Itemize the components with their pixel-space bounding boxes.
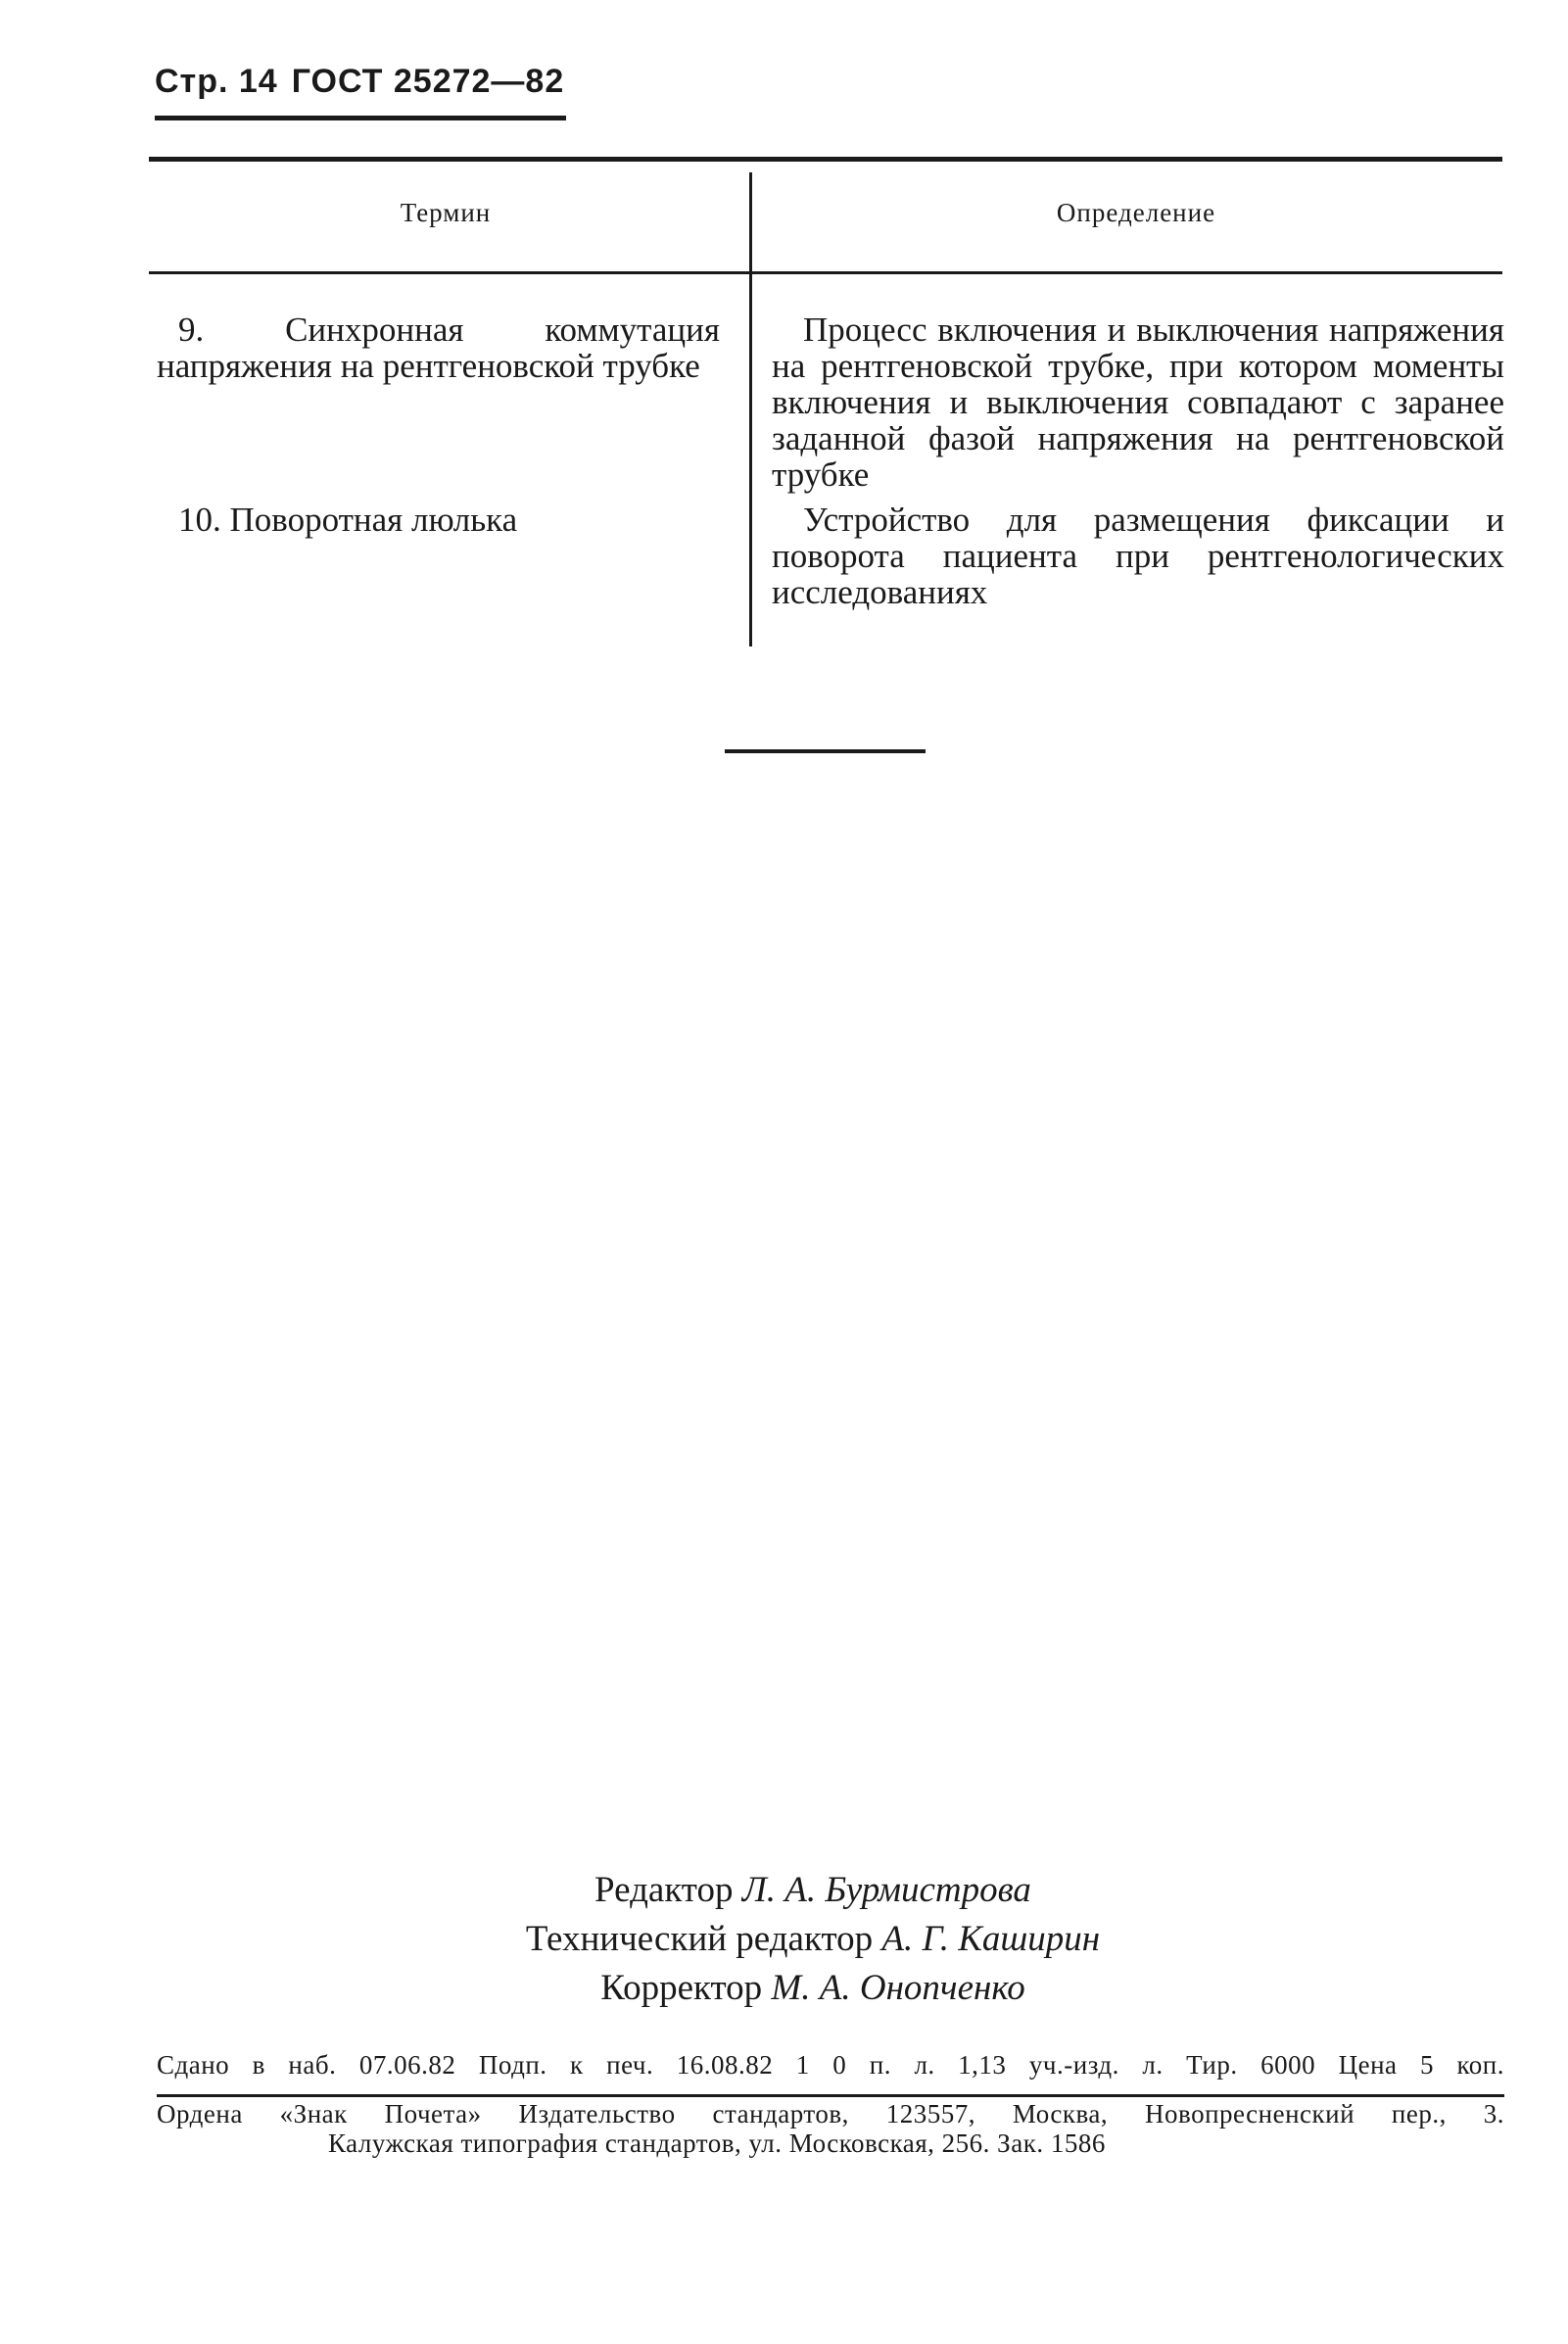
- page-number: Стр. 14: [155, 63, 278, 100]
- editor-line: [392, 1866, 1234, 1915]
- tech-editor-line: [392, 1915, 1234, 1964]
- page-header: [155, 63, 578, 101]
- tech-editor-label: Технический редактор: [525, 1919, 874, 1959]
- table-top-rule: [149, 157, 1502, 162]
- section-end-rule: [725, 749, 926, 753]
- header-underline: [155, 116, 566, 120]
- corrector-label: Корректор: [600, 1968, 763, 2008]
- tech-editor-name: А. Г. Каширин: [881, 1919, 1101, 1959]
- column-divider: [749, 172, 752, 646]
- editor-name: Л. А. Бурмистрова: [741, 1870, 1031, 1910]
- definition-cell-10: Устройство для размещения фиксации и поворота пациента при рентгенологических исследованиях: [772, 501, 1504, 611]
- corrector-name: М. А. Онопченко: [771, 1968, 1025, 2008]
- column-header-term: Термин: [400, 198, 492, 227]
- table-header-rule: [149, 271, 1502, 274]
- corrector-line: [392, 1964, 1234, 2013]
- column-header-definition: Определение: [1056, 198, 1216, 227]
- publisher-line: Ордена «Знак Почета» Издательство стандартов, 123557, Москва, Новопресненский пер., 3.: [157, 2099, 1504, 2129]
- editor-label: Редактор: [594, 1870, 734, 1910]
- credits-block: [392, 1866, 1234, 2013]
- term-cell-9: 9. Синхронная коммутация напряжения на рентгеновской трубке: [157, 311, 720, 385]
- imprint-rule: [157, 2094, 1504, 2097]
- publisher-block: [157, 2099, 1504, 2158]
- standard-code: ГОСТ 25272—82: [291, 63, 565, 100]
- printer-line: Калужская типография стандартов, ул. Московская, 256. Зак. 1586: [328, 2129, 1106, 2158]
- imprint-line: Сдано в наб. 07.06.82 Подп. к печ. 16.08.82 1 0 п. л. 1,13 уч.-изд. л. Тир. 6000 Цена 5 коп.: [157, 2050, 1504, 2080]
- term-cell-10: 10. Поворотная люлька: [178, 501, 518, 539]
- definition-cell-9: Процесс включения и выключения напряжения на рентгеновской трубке, при котором моменты включения и выключения совпадают с заранее заданной фазой напряжения на рентгеновской трубке: [772, 311, 1504, 494]
